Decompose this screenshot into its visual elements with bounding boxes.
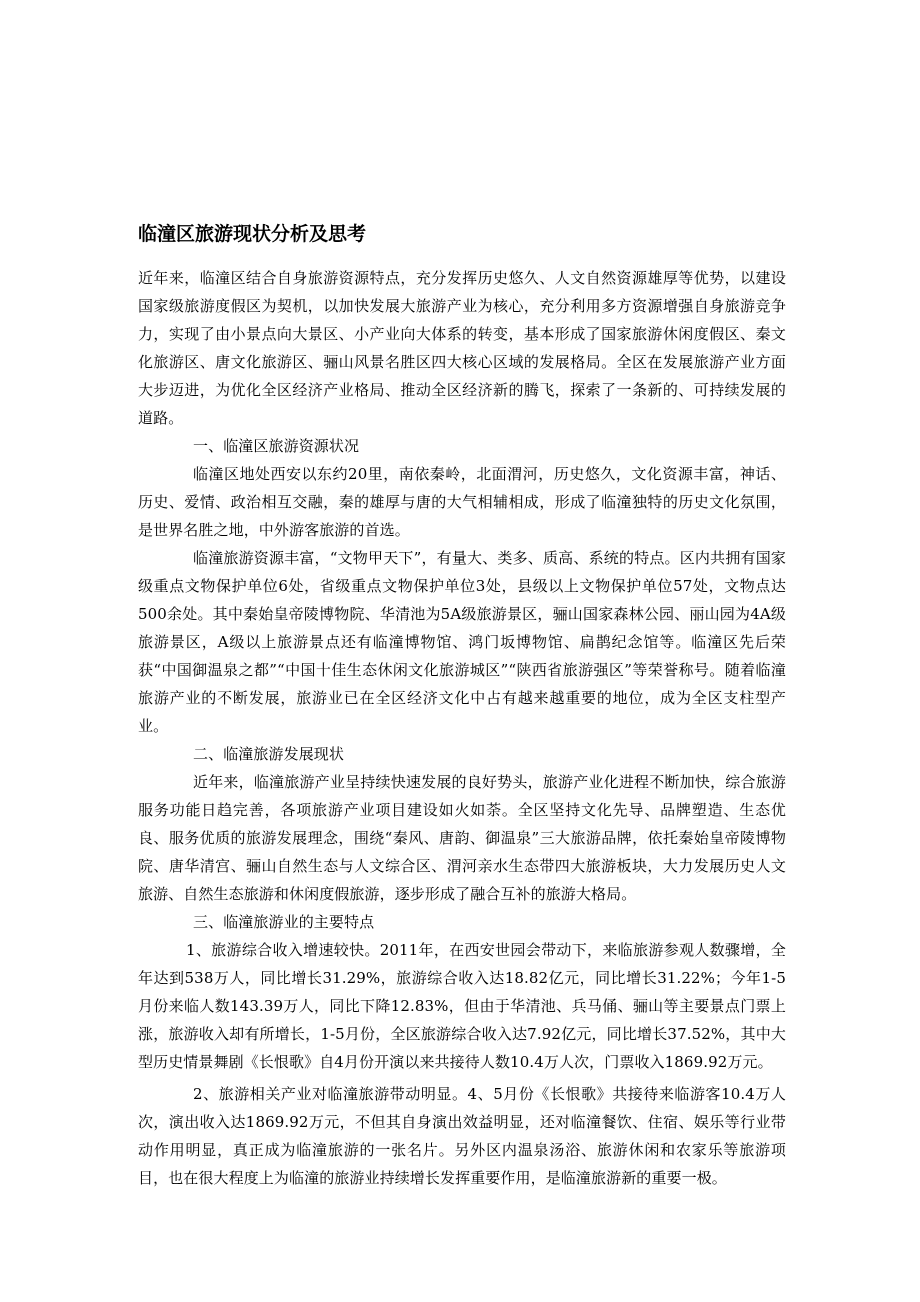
paragraph-development: 近年来，临潼旅游产业呈持续快速发展的良好势头，旅游产业化进程不断加快，综合旅游服务功能日趋完善，各项旅游产业项目建设如火如荼。全区坚持文化先导、品牌塑造、生态优良、服务优质的旅游发展理念，围绕“秦风、唐韵、御温泉”三大旅游品牌，依托秦始皇帝陵博物院、唐华清宫、骊山自然生态与人文综合区、渭河亲水生态带四大旅游板块，大力发展历史人文旅游、自然生态旅游和休闲度假旅游，逐步形成了融合互补的旅游大格局。 <box>138 773 786 903</box>
paragraph-feature-2: 2、旅游相关产业对临潼旅游带动明显。4、5月份《长恨歌》共接待来临游客10.4万人次，演出收入达1869.92万元，不但其自身演出效益明显，还对临潼餐饮、住宿、娱乐等行业带动作用明显，真正成为临潼旅游的一张名片。另外区内温泉汤浴、旅游休闲和农家乐等旅游项目，也在很大程度上为临潼的旅游业持续增长发挥重要作用，是临潼旅游新的重要一极。 <box>138 1085 786 1187</box>
paragraph-intro: 近年来，临潼区结合自身旅游资源特点，充分发挥历史悠久、人文自然资源雄厚等优势，以建设国家级旅游度假区为契机，以加快发展大旅游产业为核心，充分利用多方资源增强自身旅游竞争力，实现了由小景点向大景区、小产业向大体系的转变，基本形成了国家旅游休闲度假区、秦文化旅游区、唐文化旅游区、骊山风景名胜区四大核心区域的发展格局。全区在发展旅游产业方面大步迈进，为优化全区经济产业格局、推动全区经济新的腾飞，探索了一条新的、可持续发展的道路。 <box>138 269 786 427</box>
paragraph-feature-1: 1、旅游综合收入增速较快。2011年，在西安世园会带动下，来临旅游参观人数骤增，全年达到538万人，同比增长31.29%，旅游综合收入达18.82亿元，同比增长31.22%；今年1-5月份来临人数143.39万人，同比下降12.83%，但由于华清池、兵马俑、骊山等主要景点门票上涨，旅游收入却有所增长，1-5月份，全区旅游综合收入达7.92亿元，同比增长37.52%，其中大型历史情景舞剧《长恨歌》自4月份开演以来共接待人数10.4万人次，门票收入1869.92万元。 <box>138 941 786 1071</box>
section-heading-2: 二、临潼旅游发展现状 <box>193 745 345 763</box>
section-heading-1: 一、临潼区旅游资源状况 <box>193 437 360 455</box>
document-title: 临潼区旅游现状分析及思考 <box>138 223 367 245</box>
paragraph-resources: 临潼旅游资源丰富，“文物甲天下”，有量大、类多、质高、系统的特点。区内共拥有国家级重点文物保护单位6处，省级重点文物保护单位3处，县级以上文物保护单位57处，文物点达500余处。其中秦始皇帝陵博物院、华清池为5A级旅游景区，骊山国家森林公园、丽山园为4A级旅游景区，A级以上旅游景点还有临潼博物馆、鸿门坂博物馆、扁鹊纪念馆等。临潼区先后荣获“中国御温泉之都”“中国十佳生态休闲文化旅游城区”“陕西省旅游强区”等荣誉称号。随着临潼旅游产业的不断发展，旅游业已在全区经济文化中占有越来越重要的地位，成为全区支柱型产业。 <box>138 549 786 735</box>
section-heading-3: 三、临潼旅游业的主要特点 <box>193 913 375 931</box>
document-page <box>138 214 786 1192</box>
paragraph-location: 临潼区地处西安以东约20里，南依秦岭，北面渭河，历史悠久，文化资源丰富，神话、历史、爱情、政治相互交融，秦的雄厚与唐的大气相辅相成，形成了临潼独特的历史文化氛围，是世界名胜之地，中外游客旅游的首选。 <box>138 465 786 539</box>
